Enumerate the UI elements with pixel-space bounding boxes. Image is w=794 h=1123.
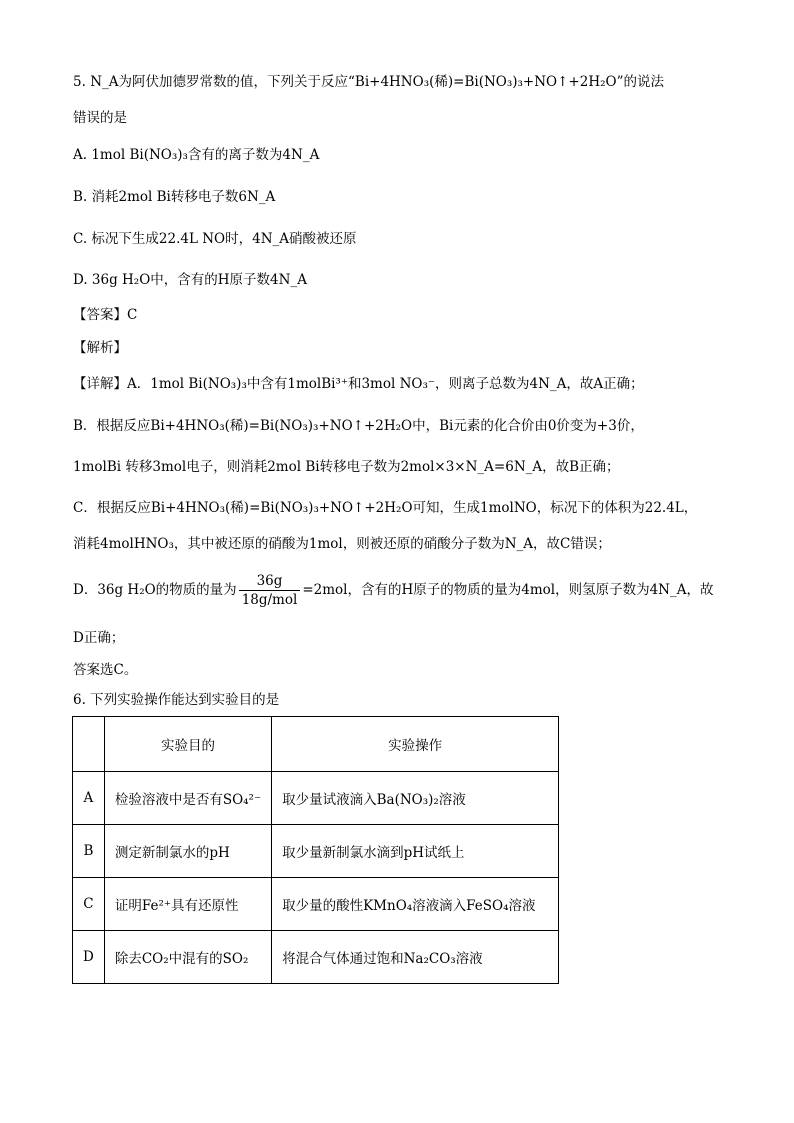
detail-a [73, 374, 644, 394]
q5-option-a: A. 1mol Bi(NO₃)₃含有的离子数为4N_A [73, 147, 320, 163]
table-row [73, 825, 559, 878]
q5-option-c: C. 标况下生成22.4L NO时，4N_A硝酸被还原 [73, 231, 357, 247]
detail-d2: D正确； [73, 630, 125, 646]
analysis-tag: 【解析】 [73, 340, 127, 356]
row-operation: 取少量新制氯水滴到pH试纸上 [272, 825, 559, 878]
q5-stem-line2: 错误的是 [73, 110, 127, 126]
conclusion: 答案选C。 [73, 662, 138, 678]
row-label: A [73, 772, 105, 825]
q5-number: 5. [73, 74, 86, 90]
fraction-numerator: 36g [239, 572, 301, 591]
table-row [73, 931, 559, 984]
row-label: B [73, 825, 105, 878]
row-operation: 取少量的酸性KMnO₄溶液滴入FeSO₄溶液 [272, 878, 559, 931]
detail-b1: B．根据反应Bi+4HNO₃(稀)=Bi(NO₃)₃+NO↑+2H₂O中，Bi元素的化合价由0价变为+3价， [73, 418, 644, 434]
table-row [73, 878, 559, 931]
detail-tag: 【详解】 [73, 376, 127, 392]
q6-table [72, 716, 559, 984]
row-purpose: 除去CO₂中混有的SO₂ [104, 931, 271, 984]
row-label: C [73, 878, 105, 931]
detail-d1 [73, 572, 713, 609]
q5-stem: N_A为阿伏加德罗常数的值，下列关于反应“Bi+4HNO₃(稀)=Bi(NO₃)₃+NO↑+2H₂O”的说法 [90, 74, 664, 90]
detail-c2: 消耗4molHNO₃，其中被还原的硝酸为1mol，则被还原的硝酸分子数为N_A，故C错误； [73, 536, 611, 552]
header-purpose: 实验目的 [104, 717, 271, 772]
header-operation: 实验操作 [272, 717, 559, 772]
row-label: D [73, 931, 105, 984]
fraction [239, 572, 301, 609]
answer-value: C [127, 307, 138, 323]
answer-tag: 【答案】 [73, 307, 127, 323]
table-header-row [73, 717, 559, 772]
detail-c1: C．根据反应Bi+4HNO₃(稀)=Bi(NO₃)₃+NO↑+2H₂O可知，生成1molNO，标况下的体积为22.4L， [73, 500, 698, 516]
detail-d-tail: =2mol，含有的H原子的物质的量为4mol，则氢原子数为4N_A，故 [302, 582, 714, 598]
q6-stem: 6. 下列实验操作能达到实验目的是 [73, 692, 280, 708]
table-row [73, 772, 559, 825]
header-blank [73, 717, 105, 772]
row-operation: 取少量试液滴入Ba(NO₃)₂溶液 [272, 772, 559, 825]
q5-option-d: D. 36g H₂O中，含有的H原子数4N_A [73, 272, 307, 288]
row-purpose: 测定新制氯水的pH [104, 825, 271, 878]
row-operation: 将混合气体通过饱和Na₂CO₃溶液 [272, 931, 559, 984]
q5-stem-line1 [73, 72, 664, 92]
detail-d-lead: D．36g H₂O的物质的量为 [73, 582, 237, 598]
row-purpose: 证明Fe²⁺具有还原性 [104, 878, 271, 931]
answer-line [73, 305, 137, 325]
row-purpose: 检验溶液中是否有SO₄²⁻ [104, 772, 271, 825]
detail-b2: 1molBi 转移3mol电子，则消耗2mol Bi转移电子数为2mol×3×N_A=6N_A，故B正确； [73, 459, 620, 475]
detail-a-text: A．1mol Bi(NO₃)₃中含有1molBi³⁺和3mol NO₃⁻，则离子总数为4N_A，故A正确； [127, 376, 644, 392]
fraction-denominator: 18g/mol [241, 592, 298, 608]
q5-option-b: B. 消耗2mol Bi转移电子数6N_A [73, 189, 276, 205]
